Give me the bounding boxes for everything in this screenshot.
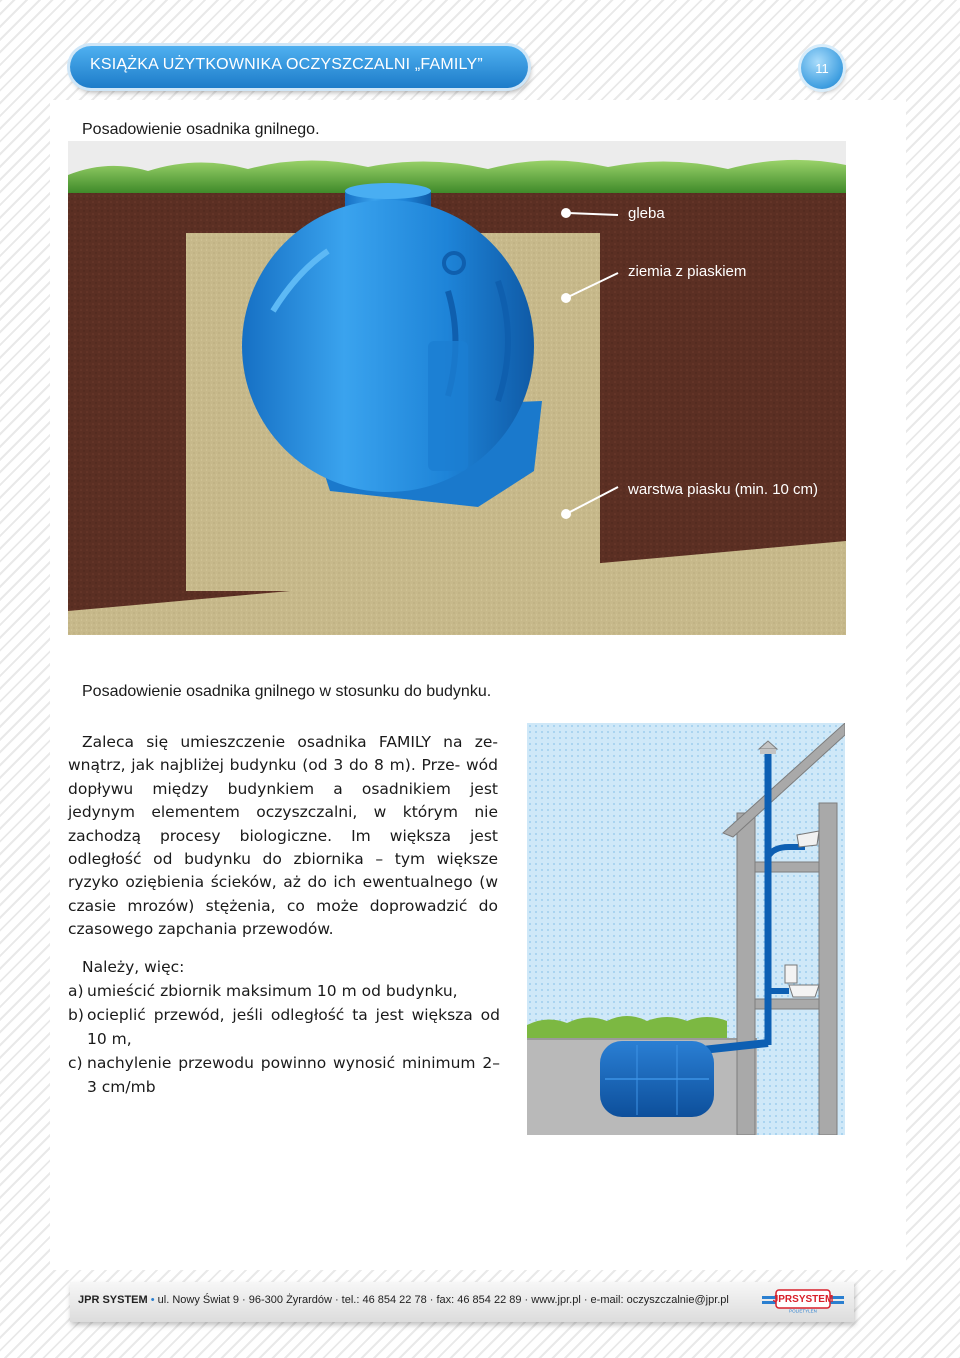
paragraph-line: wód dopływu między budynkiem a osadnikiem bbox=[68, 756, 498, 798]
paragraph-line: Zaleca się umieszczenie osadnika FAMILY na ze- bbox=[82, 733, 498, 751]
header-title: KSIĄŻKA UŻYTKOWNIKA OCZYSZCZALNI „FAMILY” bbox=[90, 56, 483, 73]
list-item bbox=[68, 979, 500, 1003]
label-sand-layer: warstwa piasku (min. 10 cm) bbox=[628, 481, 819, 498]
list-marker: b) bbox=[68, 1006, 84, 1024]
recommendation-paragraph bbox=[68, 731, 498, 942]
list-item-text: ocieplić przewód, jeśli odległość ta jest większa od 10 m, bbox=[87, 1006, 500, 1048]
list-item-text: nachylenie przewodu powinno wynosić minimum 2–3 cm/mb bbox=[87, 1054, 500, 1096]
section1-caption: Posadowienie osadnika gnilnego. bbox=[82, 121, 320, 138]
paragraph-line: wnątrz, jak najbliżej budynku (od 3 do 8 m). Prze- bbox=[68, 756, 461, 775]
list-item bbox=[68, 1051, 500, 1099]
footer-contact bbox=[78, 1294, 729, 1306]
list-item-text: umieścić zbiornik maksimum 10 m od budynku, bbox=[87, 982, 458, 1000]
logo-text: JPRSYSTEM bbox=[772, 1294, 834, 1305]
label-soil: gleba bbox=[628, 205, 665, 222]
recommendation-list bbox=[68, 955, 500, 1099]
list-marker: c) bbox=[68, 1054, 83, 1072]
paragraph-line: odległość od budynku do zbiornika – tym większe bbox=[68, 850, 498, 869]
tank-installation-illustration bbox=[68, 141, 846, 635]
paragraph-line: do czasowego zapchania przewodów. bbox=[68, 896, 498, 939]
label-soil-sand: ziemia z piaskiem bbox=[628, 263, 747, 280]
list-item bbox=[68, 1003, 500, 1051]
logo-subtext: POLIETYLEN bbox=[789, 1308, 817, 1314]
list-intro: Należy, więc: bbox=[82, 958, 185, 976]
paragraph-line: (w czasie mrozów) stężenia, co może doprowadzić bbox=[68, 873, 498, 915]
paragraph-line: nie zachodzą procesy biologiczne. Im większa jest bbox=[68, 803, 498, 845]
company-logo bbox=[762, 1288, 844, 1314]
section2-caption: Posadowienie osadnika gnilnego w stosunku do budynku. bbox=[82, 683, 492, 700]
footer-address: ul. Nowy Świat 9 · 96-300 Żyrardów · tel.: 46 854 22 78 · fax: 46 854 22 89 · www.jpr.pl · e-mail: oczyszczalnie@jpr.pl bbox=[157, 1294, 729, 1306]
page-number-badge: 11 bbox=[801, 47, 843, 89]
list-marker: a) bbox=[68, 982, 84, 1000]
footer-bullet: • bbox=[150, 1294, 155, 1306]
paragraph-line: ryzyko oziębienia ścieków, aż do ich ewentualnego bbox=[68, 873, 473, 892]
building-tank-diagram bbox=[527, 723, 845, 1135]
paragraph-line: jest jedynym elementem oczyszczalni, w którym bbox=[68, 779, 498, 822]
footer-company: JPR SYSTEM bbox=[78, 1294, 148, 1306]
